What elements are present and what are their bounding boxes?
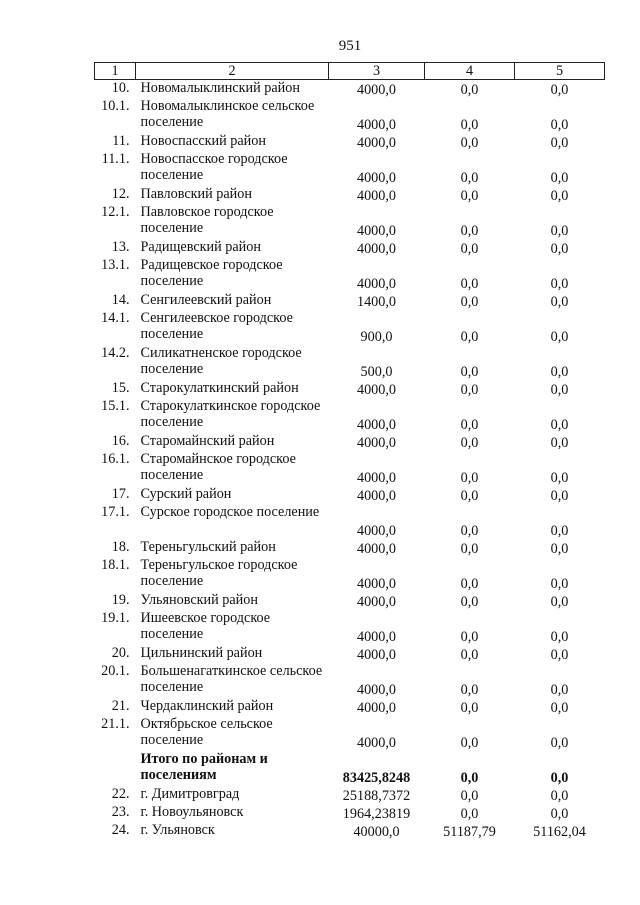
row-col-4: 0,0: [460, 735, 479, 751]
row-name: Новоспасский район: [140, 133, 266, 149]
row-name: Сенгилеевское городское поселение: [140, 310, 293, 342]
row-number: 14.1.: [101, 310, 130, 326]
row-col-5: 0,0: [550, 276, 569, 292]
row-col-3: 4000,0: [356, 223, 396, 239]
table-row: [95, 239, 605, 257]
table-row: [95, 557, 605, 592]
row-col-5: 0,0: [550, 329, 569, 345]
row-col-5: 0,0: [550, 135, 569, 151]
row-col-5: 0,0: [550, 576, 569, 592]
row-col-4: 0,0: [460, 594, 479, 610]
row-name: Новомалыклинский район: [140, 80, 300, 96]
table-row: [95, 98, 605, 133]
row-name: г. Димитровград: [140, 786, 240, 802]
row-col-4: 0,0: [460, 700, 479, 716]
header-col-1: 1: [95, 63, 136, 80]
table-row: [95, 345, 605, 380]
row-col-3: 25188,7372: [342, 788, 411, 804]
row-col-4: 0,0: [460, 117, 479, 133]
row-col-4: 0,0: [460, 435, 479, 451]
row-col-5: 0,0: [550, 735, 569, 751]
table-body: [95, 80, 605, 841]
row-col-3: 4000,0: [356, 629, 396, 645]
row-name: Сенгилеевский район: [140, 292, 272, 308]
row-name: Старомайнский район: [140, 433, 275, 449]
row-col-4: 51187,79: [443, 824, 496, 840]
row-col-5: 0,0: [550, 241, 569, 257]
table-row: [95, 486, 605, 504]
row-col-3: 1964,23819: [342, 806, 411, 822]
row-name: Новомалыклинское сельское поселение: [140, 98, 315, 130]
row-col-3: 83425,8248: [342, 770, 411, 786]
table-row: [95, 451, 605, 486]
row-col-5: 0,0: [550, 523, 569, 539]
row-name: Старокулаткинский район: [140, 380, 299, 396]
row-name: Старомайнское городское поселение: [140, 451, 296, 483]
row-col-3: 900,0: [360, 329, 393, 345]
row-col-5: 0,0: [550, 594, 569, 610]
row-col-4: 0,0: [460, 806, 479, 822]
row-number: 16.: [111, 433, 130, 449]
row-col-4: 0,0: [460, 241, 479, 257]
row-col-4: 0,0: [460, 788, 479, 804]
row-col-3: 4000,0: [356, 576, 396, 592]
row-number: 15.1.: [101, 398, 130, 414]
row-col-5: 0,0: [550, 223, 569, 239]
row-col-5: 0,0: [550, 417, 569, 433]
row-col-4: 0,0: [460, 170, 479, 186]
row-col-4: 0,0: [460, 364, 479, 380]
row-name: Ишеевское городское поселение: [140, 610, 271, 642]
row-col-3: 4000,0: [356, 541, 396, 557]
row-col-3: 4000,0: [356, 188, 396, 204]
table-row: [95, 645, 605, 663]
row-number: 22.: [111, 786, 130, 802]
row-number: 11.: [112, 133, 130, 149]
row-col-3: 4000,0: [356, 682, 396, 698]
row-name: г. Новоульяновск: [140, 804, 244, 820]
row-col-3: 4000,0: [356, 241, 396, 257]
row-col-3: 4000,0: [356, 135, 396, 151]
table-row: [95, 822, 605, 840]
row-col-4: 0,0: [460, 470, 479, 486]
table-row: [95, 751, 605, 786]
row-col-3: 4000,0: [356, 470, 396, 486]
row-name: Цильнинский район: [140, 645, 263, 661]
table-row: [95, 398, 605, 433]
row-col-3: 4000,0: [356, 700, 396, 716]
row-number: 11.1.: [101, 151, 130, 167]
row-number: 19.: [111, 592, 130, 608]
row-name: Старокулаткинское городское поселение: [140, 398, 321, 430]
row-name: Чердаклинский район: [140, 698, 274, 714]
row-col-5: 0,0: [550, 170, 569, 186]
row-col-4: 0,0: [460, 576, 479, 592]
row-name: Ульяновский район: [140, 592, 258, 608]
row-col-3: 40000,0: [353, 824, 400, 840]
row-col-4: 0,0: [460, 541, 479, 557]
row-col-5: 0,0: [550, 647, 569, 663]
row-number: 20.1.: [101, 663, 130, 679]
row-number: 15.: [111, 380, 130, 396]
row-name: Сурский район: [140, 486, 232, 502]
row-number: 18.1.: [101, 557, 130, 573]
table-row: [95, 504, 605, 539]
row-number: 12.: [111, 186, 130, 202]
row-number: 14.2.: [101, 345, 130, 361]
row-col-3: 4000,0: [356, 382, 396, 398]
row-number: 18.: [111, 539, 130, 555]
row-col-4: 0,0: [460, 647, 479, 663]
row-col-4: 0,0: [460, 294, 479, 310]
row-col-5: 0,0: [550, 470, 569, 486]
row-number: 10.1.: [101, 98, 130, 114]
table-row: [95, 80, 605, 99]
row-number: 16.1.: [101, 451, 130, 467]
row-name: Октябрьское сельское поселение: [140, 716, 273, 748]
header-col-4: 4: [425, 63, 515, 80]
row-col-3: 4000,0: [356, 523, 396, 539]
row-name: Тереньгульский район: [140, 539, 276, 555]
row-col-4: 0,0: [460, 488, 479, 504]
row-number: 10.: [111, 80, 130, 96]
budget-table: [94, 62, 605, 840]
row-name: Сурское городское поселение: [140, 504, 320, 520]
row-col-5: 0,0: [550, 541, 569, 557]
table-row: [95, 716, 605, 751]
row-col-4: 0,0: [460, 682, 479, 698]
table-row: [95, 786, 605, 804]
row-col-3: 4000,0: [356, 117, 396, 133]
row-number: 24.: [111, 822, 130, 838]
row-col-5: 0,0: [550, 806, 569, 822]
row-col-5: 51162,04: [533, 824, 586, 840]
row-name: Итого по районам и поселениям: [140, 751, 268, 783]
row-col-4: 0,0: [460, 188, 479, 204]
row-name: Тереньгульское городское поселение: [140, 557, 298, 589]
row-col-4: 0,0: [460, 223, 479, 239]
table-row: [95, 310, 605, 345]
row-name: г. Ульяновск: [140, 822, 215, 838]
row-number: 17.1.: [101, 504, 130, 520]
row-col-3: 4000,0: [356, 488, 396, 504]
page-number: 951: [338, 38, 362, 54]
row-col-3: 4000,0: [356, 82, 396, 98]
row-col-5: 0,0: [550, 294, 569, 310]
table-row: [95, 257, 605, 292]
row-col-4: 0,0: [460, 417, 479, 433]
table-row: [95, 592, 605, 610]
row-name: Большенагаткинское сельское поселение: [140, 663, 323, 695]
row-col-5: 0,0: [550, 82, 569, 98]
row-col-3: 4000,0: [356, 276, 396, 292]
header-col-5: 5: [515, 63, 605, 80]
row-col-5: 0,0: [550, 188, 569, 204]
row-col-5: 0,0: [550, 700, 569, 716]
row-col-3: 4000,0: [356, 435, 396, 451]
row-number: 23.: [111, 804, 130, 820]
table-row: [95, 804, 605, 822]
row-col-4: 0,0: [460, 770, 479, 786]
row-col-3: 4000,0: [356, 170, 396, 186]
table-row: [95, 151, 605, 186]
row-col-5: 0,0: [550, 770, 569, 786]
row-number: 17.: [111, 486, 130, 502]
row-name: Силикатненское городское поселение: [140, 345, 302, 377]
table-header-row: [95, 63, 605, 80]
table-row: [95, 292, 605, 310]
table-row: [95, 204, 605, 239]
table-row: [95, 133, 605, 151]
row-col-4: 0,0: [460, 382, 479, 398]
row-col-3: 4000,0: [356, 735, 396, 751]
row-col-3: 4000,0: [356, 594, 396, 610]
header-col-3: 3: [329, 63, 425, 80]
table-row: [95, 433, 605, 451]
row-col-4: 0,0: [460, 329, 479, 345]
table-row: [95, 663, 605, 698]
table-row: [95, 698, 605, 716]
row-number: 19.1.: [101, 610, 130, 626]
row-number: 20.: [111, 645, 130, 661]
table-row: [95, 610, 605, 645]
row-col-3: 4000,0: [356, 417, 396, 433]
row-number: 21.1.: [101, 716, 130, 732]
table-row: [95, 539, 605, 557]
row-col-5: 0,0: [550, 629, 569, 645]
row-col-4: 0,0: [460, 523, 479, 539]
row-number: 13.1.: [101, 257, 130, 273]
row-number: 14.: [111, 292, 130, 308]
row-col-3: 4000,0: [356, 647, 396, 663]
row-name: Павловский район: [140, 186, 252, 202]
header-col-2: 2: [136, 63, 329, 80]
row-col-3: 500,0: [360, 364, 393, 380]
row-col-5: 0,0: [550, 682, 569, 698]
row-col-4: 0,0: [460, 276, 479, 292]
table-row: [95, 380, 605, 398]
row-number: 21.: [111, 698, 130, 714]
row-name: Павловское городское поселение: [140, 204, 274, 236]
row-number: 12.1.: [101, 204, 130, 220]
row-name: Радищевское городское поселение: [140, 257, 283, 289]
row-number: 13.: [111, 239, 130, 255]
row-col-5: 0,0: [550, 435, 569, 451]
row-name: Радищевский район: [140, 239, 261, 255]
row-col-4: 0,0: [460, 82, 479, 98]
row-number: [95, 751, 136, 786]
row-col-4: 0,0: [460, 135, 479, 151]
row-name: Новоспасское городское поселение: [140, 151, 288, 183]
table-row: [95, 186, 605, 204]
row-col-4: 0,0: [460, 629, 479, 645]
row-col-5: 0,0: [550, 364, 569, 380]
row-col-3: 1400,0: [356, 294, 396, 310]
row-col-5: 0,0: [550, 117, 569, 133]
row-col-5: 0,0: [550, 788, 569, 804]
row-col-5: 0,0: [550, 382, 569, 398]
row-col-5: 0,0: [550, 488, 569, 504]
